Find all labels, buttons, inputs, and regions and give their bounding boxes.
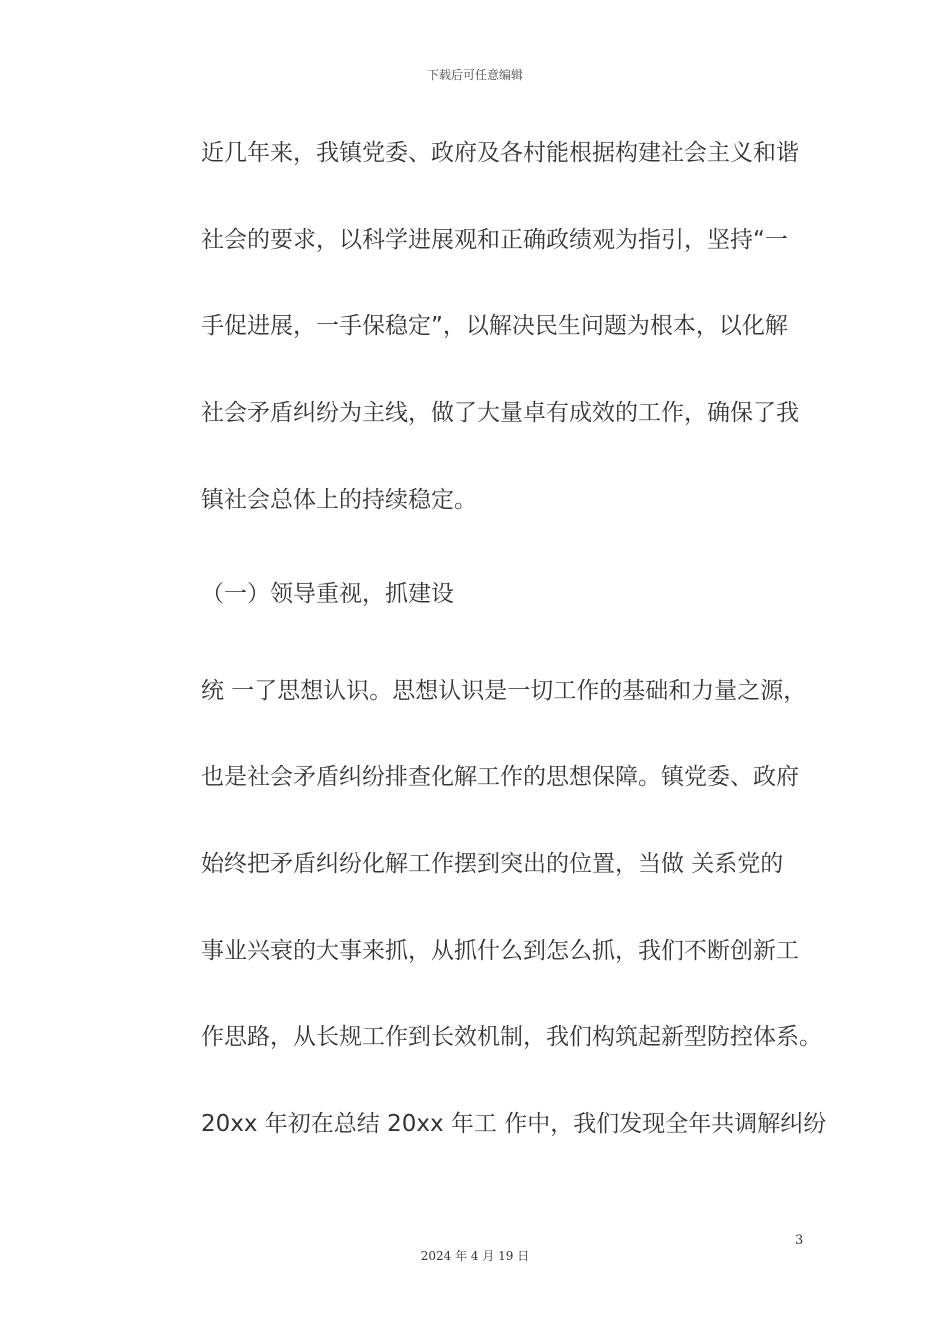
body-line: 统 一了思想认识。思想认识是一切工作的基础和力量之源， [201,678,807,704]
body-line: 社会的要求，以科学进展观和正确政绩观为指引，坚持“一 [201,227,788,253]
body-line: 20xx 年初在总结 20xx 年工 作中，我们发现全年共调解纠纷 [201,1111,827,1137]
section-heading: （一）领导重视，抓建设 [201,581,454,607]
body-line: 社会矛盾纠纷为主线，做了大量卓有成效的工作，确保了我 [201,400,799,426]
body-line: 始终把矛盾纠纷化解工作摆到突出的位置，当做 关系党的 [201,851,784,877]
body-line: 事业兴衰的大事来抓，从抓什么到怎么抓，我们不断创新工 [201,938,799,964]
page-number: 3 [795,1233,804,1248]
page-header: 下载后可任意编辑 [426,68,523,82]
footer-date: 2024 年 4 月 19 日 [420,1249,530,1263]
body-line: 手促进展，一手保稳定”，以解决民生问题为根本，以化解 [201,313,788,339]
body-line: 近几年来，我镇党委、政府及各村能根据构建社会主义和谐 [201,140,799,166]
body-line: 作思路，从长规工作到长效机制，我们构筑起新型防控体系。 [201,1024,822,1050]
body-line: 也是社会矛盾纠纷排查化解工作的思想保障。镇党委、政府 [201,764,799,790]
body-line: 镇社会总体上的持续稳定。 [201,487,477,513]
